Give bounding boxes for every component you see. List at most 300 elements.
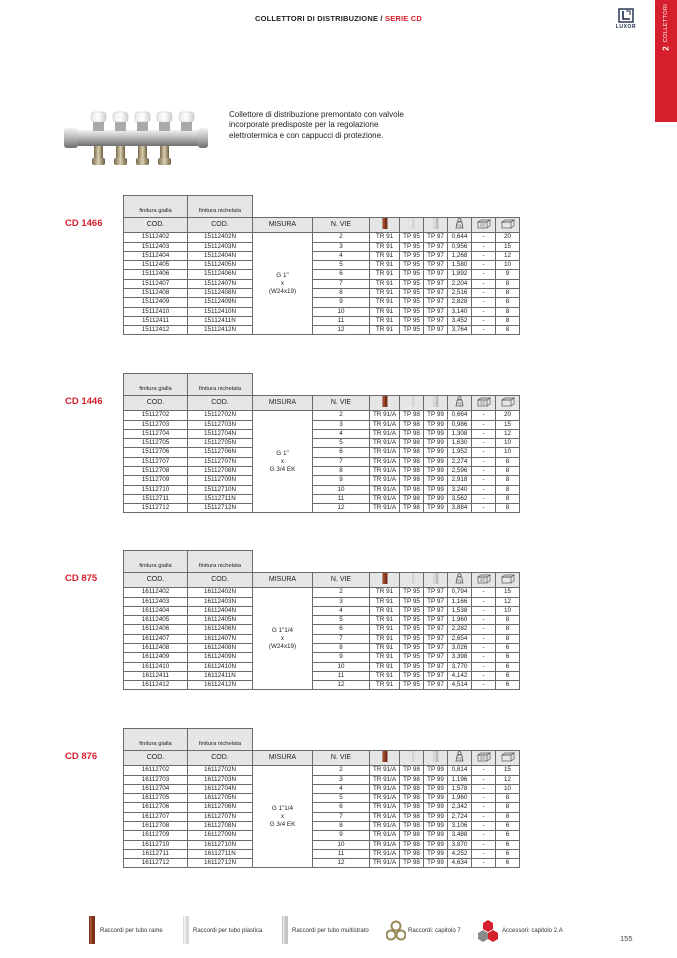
table-cell: 4: [313, 429, 370, 438]
misura-line: x: [280, 457, 285, 465]
table-cell: TR 91: [370, 653, 400, 662]
table-cell: TR 91/A: [370, 448, 400, 457]
table-cell: 15112412N: [188, 326, 253, 335]
misura-header: MISURA: [253, 573, 313, 588]
table-cell: 16112411N: [188, 671, 253, 680]
table-cell: 16112702N: [188, 766, 253, 775]
table-cell: 2,274: [448, 457, 472, 466]
table-cell: 4: [313, 251, 370, 260]
table-cell: TR 91/A: [370, 859, 400, 868]
outer-box-icon: [496, 396, 520, 411]
table-cell: 15112702: [124, 411, 188, 420]
table-cell: 16112402N: [188, 588, 253, 597]
table-cell: -: [472, 653, 496, 662]
table-cell: 16112712N: [188, 859, 253, 868]
multilayer-pipe-icon: [424, 751, 448, 766]
table-cell: TP 97: [424, 326, 448, 335]
table-cell: 5: [313, 616, 370, 625]
table-cell: 15112407N: [188, 279, 253, 288]
table-cell: 16112403N: [188, 597, 253, 606]
table-row: [124, 485, 544, 494]
table-cell: 2,516: [448, 288, 472, 297]
chapter-tab: [655, 0, 677, 122]
table-cell: 3,106: [448, 821, 472, 830]
table-cell: 16112409: [124, 653, 188, 662]
misura-header: MISURA: [253, 751, 313, 766]
table-cell: TP 99: [424, 466, 448, 475]
table-cell: TR 91: [370, 671, 400, 680]
table-cell: 16112411: [124, 671, 188, 680]
table-cell: 3,398: [448, 653, 472, 662]
table-cell: TP 99: [424, 775, 448, 784]
table-cell: 15112703: [124, 420, 188, 429]
table-cell: 15112706: [124, 448, 188, 457]
table-cell: 16112712: [124, 859, 188, 868]
page-header: [0, 14, 677, 23]
table-cell: 15112405: [124, 261, 188, 270]
table-cell: TP 98: [400, 504, 424, 513]
table-cell: TP 97: [424, 625, 448, 634]
table-cell: TR 91/A: [370, 457, 400, 466]
table-row: [124, 821, 544, 830]
cod-yellow-header: COD.: [124, 396, 188, 411]
table-cell: 4: [313, 784, 370, 793]
table-cell: 2,596: [448, 466, 472, 475]
misura-line: G 1": [276, 271, 289, 279]
table-cell: TP 95: [400, 643, 424, 652]
table-cell: TR 91: [370, 634, 400, 643]
table-row: [124, 775, 544, 784]
table-cell: 16112412: [124, 681, 188, 690]
table-row: [124, 466, 544, 475]
table-cell: 15112702N: [188, 411, 253, 420]
table-cell: 10: [496, 261, 520, 270]
table-cell: 2,918: [448, 476, 472, 485]
table-row: [124, 616, 544, 625]
table-cell: 20: [496, 411, 520, 420]
table-cell: 16112410N: [188, 662, 253, 671]
table-cell: 16112412N: [188, 681, 253, 690]
table-cell: TP 99: [424, 439, 448, 448]
table-cell: 15112711N: [188, 494, 253, 503]
product-table: [123, 550, 544, 690]
table-cell: TP 97: [424, 233, 448, 242]
table-cell: 0,814: [448, 766, 472, 775]
table-cell: 16112705N: [188, 794, 253, 803]
table-cell: TP 95: [400, 288, 424, 297]
table-cell: 15112710N: [188, 485, 253, 494]
table-cell: 3,240: [448, 485, 472, 494]
table-cell: 16112409N: [188, 653, 253, 662]
misura-line: x: [280, 812, 285, 820]
table-cell: -: [472, 812, 496, 821]
table-cell: TR 91: [370, 298, 400, 307]
table-cell: -: [472, 766, 496, 775]
table-cell: 16112707N: [188, 812, 253, 821]
table-cell: TP 95: [400, 233, 424, 242]
table-cell: TR 91/A: [370, 849, 400, 858]
table-cell: 15112707N: [188, 457, 253, 466]
logo-icon: [618, 8, 634, 23]
table-cell: 1,960: [448, 794, 472, 803]
table-cell: 16112703N: [188, 775, 253, 784]
table-cell: TP 95: [400, 242, 424, 251]
table-cell: TR 91: [370, 326, 400, 335]
table-cell: 7: [313, 812, 370, 821]
table-cell: 10: [313, 485, 370, 494]
table-cell: TP 97: [424, 298, 448, 307]
table-cell: 6: [496, 840, 520, 849]
table-cell: 3,140: [448, 307, 472, 316]
table-row: [124, 643, 544, 652]
table-cell: -: [472, 643, 496, 652]
table-cell: TR 91: [370, 261, 400, 270]
header-title: COLLETTORI DI DISTRIBUZIONE /: [254, 14, 385, 23]
table-cell: 10: [313, 662, 370, 671]
logo-text: LUXOR: [615, 24, 637, 30]
cod-nickel-header: COD.: [188, 573, 253, 588]
legend-fittings-label: Raccordi: capitolo 7: [408, 928, 461, 934]
table-cell: 8: [496, 494, 520, 503]
table-cell: 12: [313, 859, 370, 868]
table-row: [124, 457, 544, 466]
table-cell: 12: [313, 326, 370, 335]
table-cell: 8: [496, 812, 520, 821]
table-cell: 7: [313, 279, 370, 288]
table-cell: 15112408: [124, 288, 188, 297]
table-cell: 6: [496, 662, 520, 671]
table-row: [124, 634, 544, 643]
blank-cell: [253, 551, 544, 573]
table-row: [124, 326, 544, 335]
table-cell: -: [472, 476, 496, 485]
table-cell: TR 91: [370, 643, 400, 652]
table-cell: TP 99: [424, 494, 448, 503]
table-cell: TR 91/A: [370, 766, 400, 775]
table-cell: -: [472, 429, 496, 438]
product-table: [123, 728, 544, 868]
table-cell: TP 99: [424, 411, 448, 420]
table-cell: 6: [496, 671, 520, 680]
table-cell: 3: [313, 597, 370, 606]
table-cell: 1,268: [448, 251, 472, 260]
table-cell: TP 98: [400, 794, 424, 803]
table-cell: TP 97: [424, 653, 448, 662]
table-cell: 15112405N: [188, 261, 253, 270]
table-cell: 7: [313, 634, 370, 643]
table-cell: 15112404N: [188, 251, 253, 260]
table-row: [124, 653, 544, 662]
table-cell: 16112708N: [188, 821, 253, 830]
table-cell: 15112411: [124, 316, 188, 325]
table-row: [124, 812, 544, 821]
table-cell: 15112712: [124, 504, 188, 513]
table-row: [124, 494, 544, 503]
table-cell: -: [472, 849, 496, 858]
table-cell: TR 91: [370, 242, 400, 251]
table-cell: 16112410: [124, 662, 188, 671]
misura-line: G 1"1/4: [271, 626, 294, 634]
table-cell: 8: [496, 457, 520, 466]
legend-accessories: [478, 916, 578, 946]
table-cell: 3,452: [448, 316, 472, 325]
table-cell: 8: [313, 466, 370, 475]
table-cell: 12: [496, 775, 520, 784]
table-cell: TR 91: [370, 307, 400, 316]
table-cell: 8: [496, 298, 520, 307]
table-cell: TP 97: [424, 288, 448, 297]
table-cell: 8: [496, 476, 520, 485]
table-row: [124, 411, 544, 420]
table-cell: 16112708: [124, 821, 188, 830]
table-cell: -: [472, 261, 496, 270]
table-cell: TP 97: [424, 643, 448, 652]
table-cell: 12: [496, 597, 520, 606]
table-cell: 9: [313, 831, 370, 840]
plastic-pipe-icon: [400, 751, 424, 766]
table-cell: TR 91/A: [370, 466, 400, 475]
table-cell: 1,630: [448, 439, 472, 448]
table-cell: 15112709N: [188, 476, 253, 485]
table-cell: TR 91: [370, 616, 400, 625]
table-cell: 8: [496, 316, 520, 325]
finish-yellow-header: finitura gialla: [124, 729, 188, 751]
table-cell: 6: [496, 653, 520, 662]
table-cell: 12: [313, 504, 370, 513]
table-cell: 6: [496, 831, 520, 840]
table-cell: -: [472, 597, 496, 606]
table-cell: TP 97: [424, 242, 448, 251]
table-cell: 15112406: [124, 270, 188, 279]
cod-yellow-header: COD.: [124, 751, 188, 766]
table-cell: TR 91/A: [370, 775, 400, 784]
table-cell: 8: [313, 821, 370, 830]
table-cell: 8: [496, 634, 520, 643]
table-cell: TP 95: [400, 662, 424, 671]
table-cell: TR 91: [370, 588, 400, 597]
table-cell: TP 95: [400, 671, 424, 680]
table-cell: 16112702: [124, 766, 188, 775]
table-cell: 1,952: [448, 448, 472, 457]
table-cell: 3,884: [448, 504, 472, 513]
finish-yellow-header: finitura gialla: [124, 551, 188, 573]
table-cell: 16112406N: [188, 625, 253, 634]
table-cell: TR 91: [370, 597, 400, 606]
cod-yellow-header: COD.: [124, 573, 188, 588]
copper-pipe-icon: [370, 396, 400, 411]
finish-yellow-header: finitura gialla: [124, 374, 188, 396]
accessories-icon: [478, 920, 498, 942]
inner-box-icon: [472, 218, 496, 233]
table-cell: TP 97: [424, 261, 448, 270]
table-cell: TP 99: [424, 420, 448, 429]
table-cell: TR 91/A: [370, 429, 400, 438]
table-cell: TP 95: [400, 326, 424, 335]
n-vie-header: N. VIE: [313, 573, 370, 588]
table-row: [124, 588, 544, 597]
table-cell: TP 97: [424, 597, 448, 606]
table-row: [124, 671, 544, 680]
table-cell: 10: [496, 448, 520, 457]
table-cell: -: [472, 457, 496, 466]
table-cell: 16112406: [124, 625, 188, 634]
svg-text:Kg: Kg: [457, 223, 462, 228]
table-cell: -: [472, 794, 496, 803]
table-cell: 8: [496, 625, 520, 634]
table-cell: TP 95: [400, 279, 424, 288]
table-cell: TR 91/A: [370, 840, 400, 849]
table-cell: 3,770: [448, 662, 472, 671]
table-cell: 2,828: [448, 298, 472, 307]
table-cell: 9: [313, 298, 370, 307]
table-cell: TP 99: [424, 812, 448, 821]
table-cell: 1,166: [448, 597, 472, 606]
header-series: SERIE CD: [385, 14, 423, 23]
table-cell: 10: [496, 606, 520, 615]
table-cell: 15: [496, 766, 520, 775]
table-cell: TP 97: [424, 671, 448, 680]
plastic-pipe-icon: [400, 573, 424, 588]
table-cell: TR 91: [370, 270, 400, 279]
table-cell: 16112405: [124, 616, 188, 625]
section-title: CD 876: [65, 751, 98, 762]
table-cell: 16112711: [124, 849, 188, 858]
weight-icon: [448, 218, 472, 233]
table-cell: 15112411N: [188, 316, 253, 325]
finish-nickel-header: finitura nichelata: [188, 551, 253, 573]
table-cell: 1,196: [448, 775, 472, 784]
table-cell: 15112412: [124, 326, 188, 335]
table-cell: TR 91: [370, 279, 400, 288]
table-cell: 15: [496, 420, 520, 429]
table-cell: TP 98: [400, 466, 424, 475]
misura-line: G 3/4 EK: [269, 465, 296, 473]
table-cell: TP 98: [400, 766, 424, 775]
table-cell: 8: [496, 288, 520, 297]
table-cell: 4,142: [448, 671, 472, 680]
misura-line: x: [280, 634, 285, 642]
table-row: [124, 298, 544, 307]
table-cell: 8: [496, 307, 520, 316]
table-cell: 15112705: [124, 439, 188, 448]
table-cell: 8: [313, 643, 370, 652]
n-vie-header: N. VIE: [313, 396, 370, 411]
table-cell: 12: [313, 681, 370, 690]
table-cell: 16112711N: [188, 849, 253, 858]
table-cell: TP 98: [400, 429, 424, 438]
table-row: [124, 794, 544, 803]
table-cell: 16112404N: [188, 606, 253, 615]
plastic-pipe-icon: [400, 218, 424, 233]
table-cell: 16112704: [124, 784, 188, 793]
misura-cell: [253, 588, 313, 690]
table-cell: TP 98: [400, 849, 424, 858]
table-cell: TP 97: [424, 307, 448, 316]
table-cell: -: [472, 316, 496, 325]
table-cell: TP 98: [400, 448, 424, 457]
table-cell: 16112407N: [188, 634, 253, 643]
table-row: [124, 316, 544, 325]
table-cell: TR 91: [370, 681, 400, 690]
table-cell: TP 98: [400, 775, 424, 784]
blank-cell: [253, 196, 544, 218]
table-cell: TP 99: [424, 803, 448, 812]
copper-pipe-icon: [88, 916, 96, 944]
table-cell: 3,026: [448, 643, 472, 652]
table-row: [124, 681, 544, 690]
table-cell: TP 99: [424, 429, 448, 438]
table-cell: 15112705N: [188, 439, 253, 448]
table-cell: 6: [313, 448, 370, 457]
table-cell: 10: [496, 784, 520, 793]
misura-cell: [253, 766, 313, 868]
table-cell: 16112703: [124, 775, 188, 784]
misura-header: MISURA: [253, 396, 313, 411]
table-cell: 15112410: [124, 307, 188, 316]
product-description: Collettore di distribuzione premontato con valvole incorporate predisposte per la regolazione elettrotermica e con cappucci di protezione.: [229, 110, 404, 140]
table-cell: 6: [496, 643, 520, 652]
table-cell: 2,342: [448, 803, 472, 812]
table-cell: TP 98: [400, 457, 424, 466]
table-cell: TR 91: [370, 316, 400, 325]
table-cell: 8: [496, 504, 520, 513]
table-cell: 0,644: [448, 233, 472, 242]
manifold-product-image: [60, 108, 212, 174]
table-cell: -: [472, 859, 496, 868]
table-cell: -: [472, 671, 496, 680]
table-cell: -: [472, 326, 496, 335]
table-row: [124, 307, 544, 316]
table-cell: 0,986: [448, 420, 472, 429]
table-cell: 15112409N: [188, 298, 253, 307]
table-cell: 2,654: [448, 634, 472, 643]
page-number: 155: [620, 934, 633, 943]
table-cell: 3: [313, 420, 370, 429]
table-cell: TR 91/A: [370, 485, 400, 494]
table-cell: TP 95: [400, 625, 424, 634]
table-cell: 11: [313, 494, 370, 503]
table-cell: TP 98: [400, 803, 424, 812]
table-row: [124, 261, 544, 270]
table-cell: TP 98: [400, 784, 424, 793]
table-cell: 6: [496, 849, 520, 858]
table-cell: -: [472, 504, 496, 513]
table-cell: TP 95: [400, 588, 424, 597]
table-cell: TR 91/A: [370, 803, 400, 812]
table-row: [124, 448, 544, 457]
table-cell: 9: [313, 653, 370, 662]
blank-cell: [253, 729, 544, 751]
fittings-icon: [386, 920, 406, 942]
table-cell: 5: [313, 439, 370, 448]
table-cell: 2: [313, 766, 370, 775]
finish-yellow-header: finitura gialla: [124, 196, 188, 218]
table-cell: 15112404: [124, 251, 188, 260]
table-cell: TP 99: [424, 766, 448, 775]
table-cell: 8: [313, 288, 370, 297]
table-cell: -: [472, 784, 496, 793]
table-cell: 3,488: [448, 831, 472, 840]
table-cell: TP 97: [424, 634, 448, 643]
misura-line: G 1": [276, 449, 289, 457]
table-cell: -: [472, 803, 496, 812]
table-cell: -: [472, 840, 496, 849]
table-row: [124, 429, 544, 438]
table-cell: 2: [313, 588, 370, 597]
table-cell: -: [472, 270, 496, 279]
outer-box-icon: [496, 573, 520, 588]
table-cell: -: [472, 681, 496, 690]
